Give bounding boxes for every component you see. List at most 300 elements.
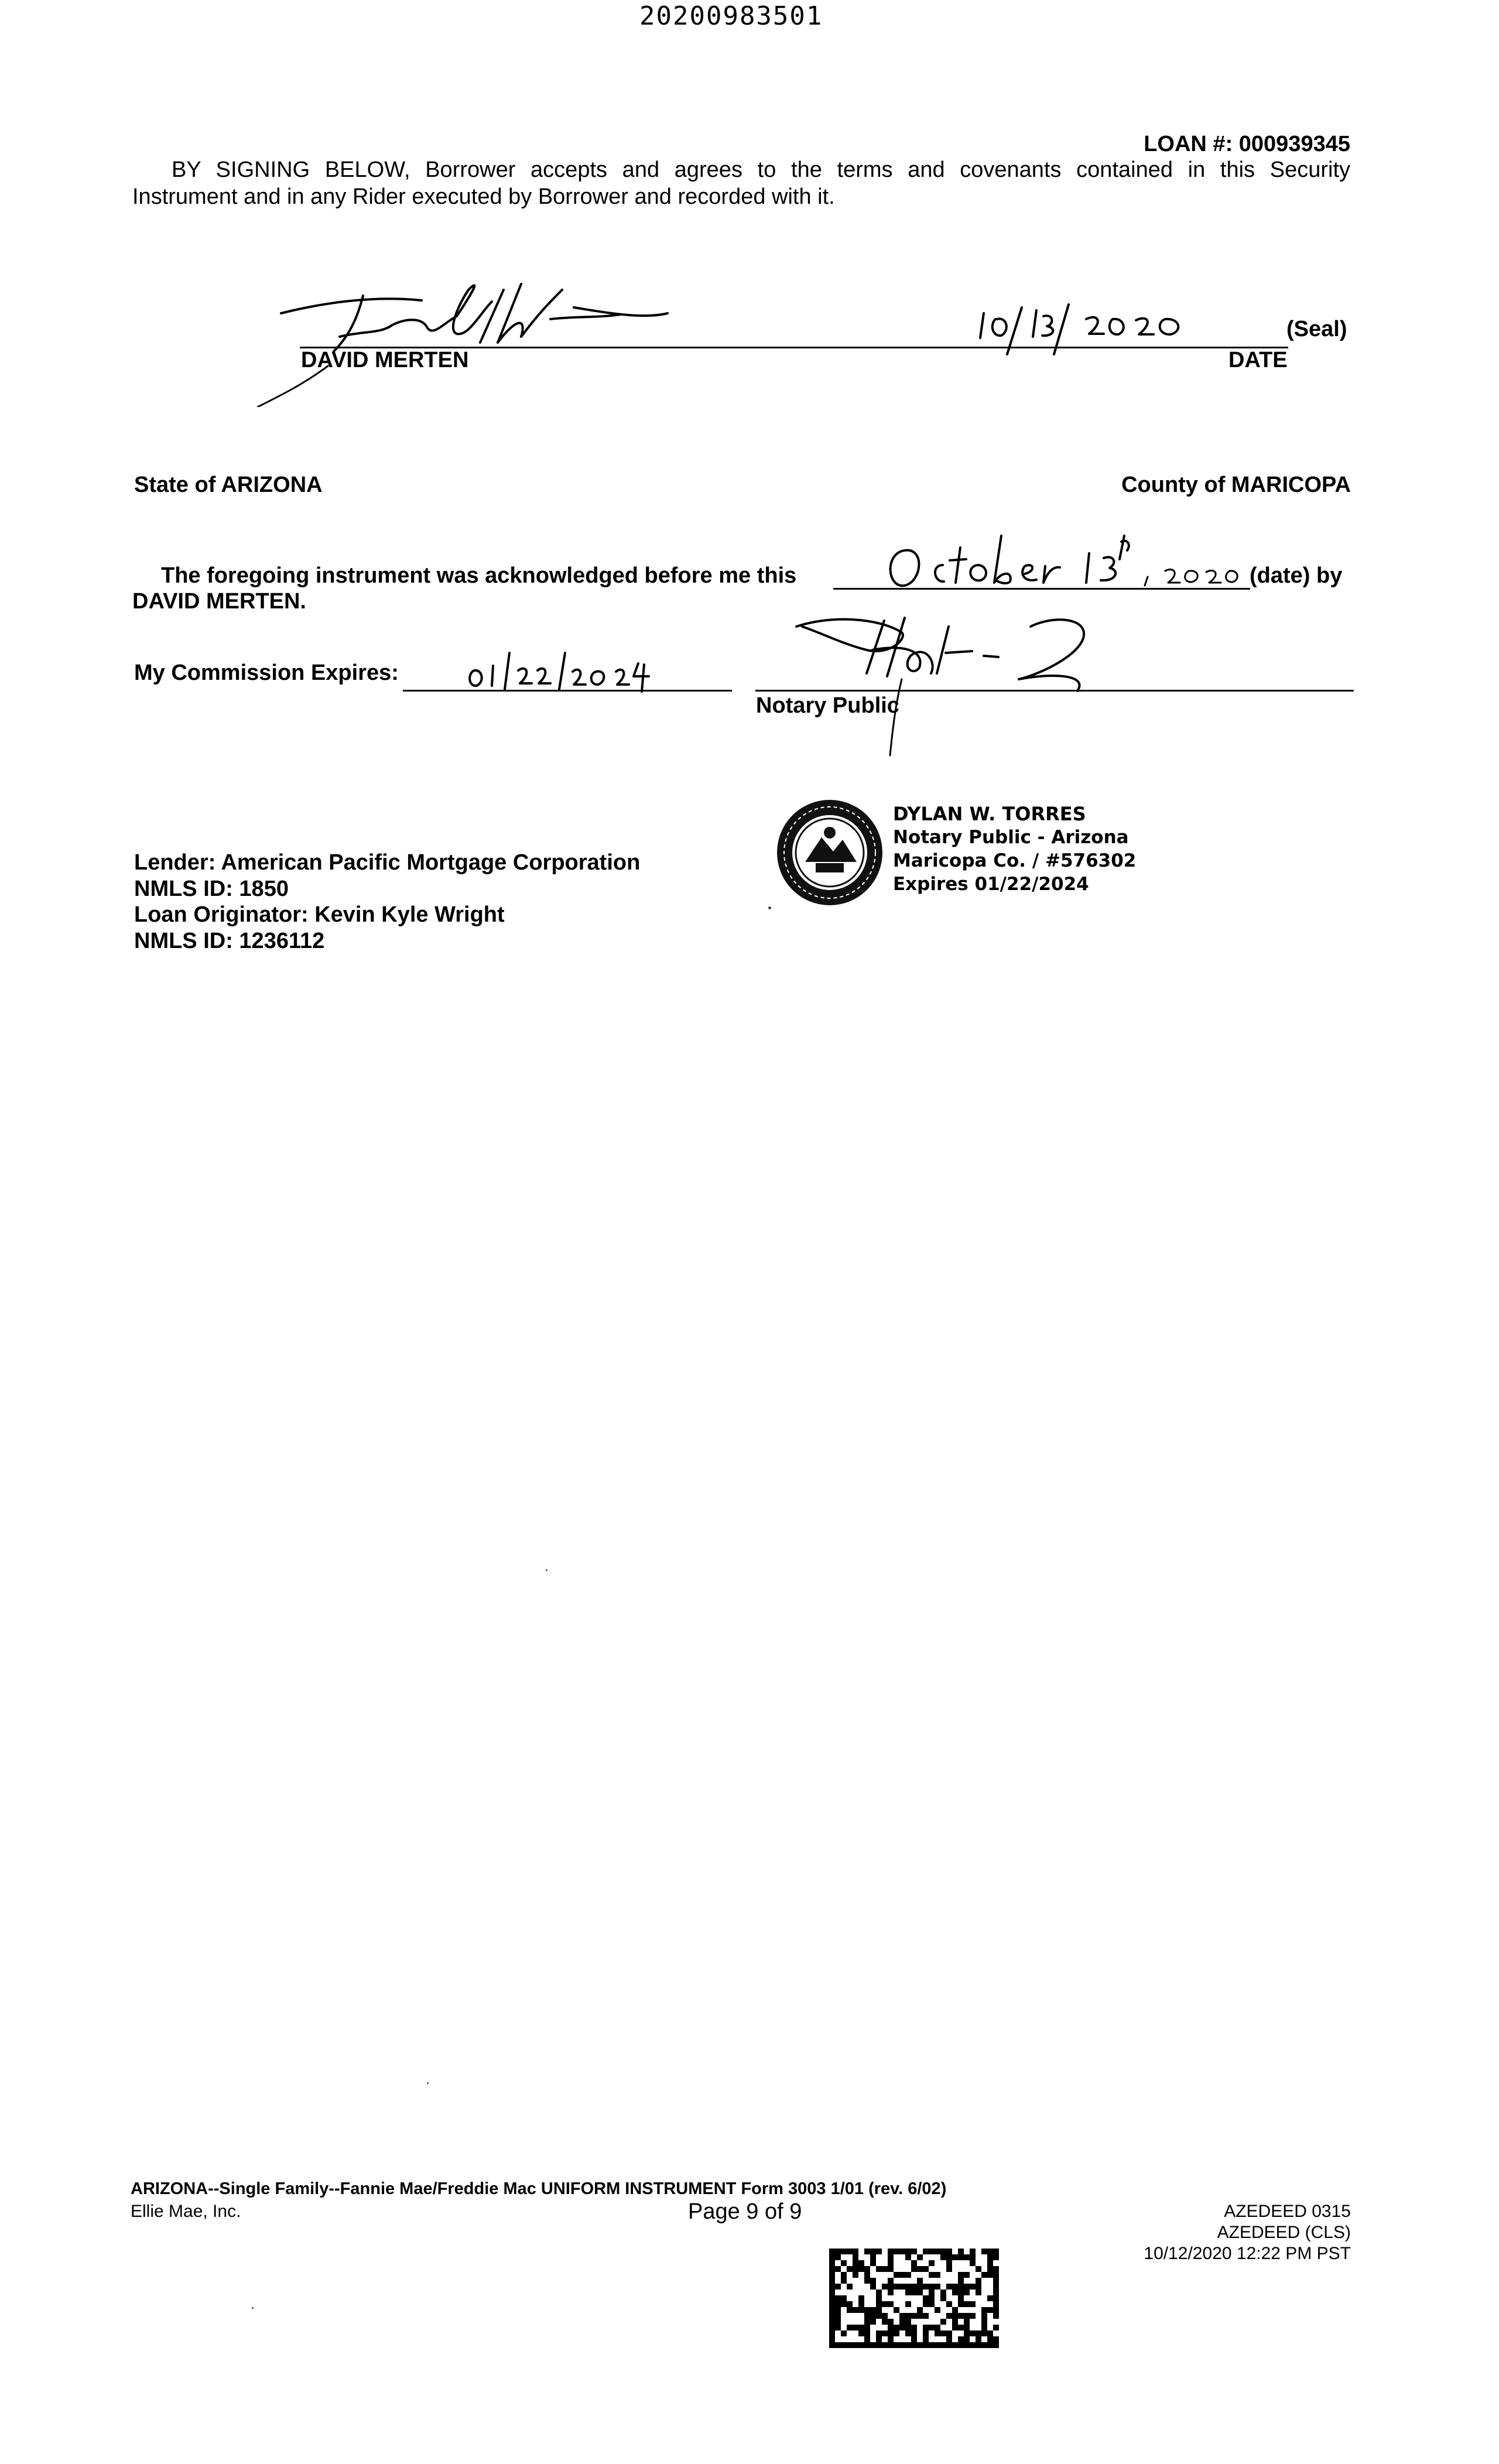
barcode-module (987, 2295, 993, 2301)
barcode-module (870, 2278, 876, 2284)
barcode-module (835, 2249, 841, 2254)
barcode-module (864, 2319, 870, 2325)
barcode-module (888, 2319, 894, 2325)
barcode-module (917, 2307, 923, 2313)
barcode-module (993, 2249, 999, 2254)
barcode-module (993, 2336, 999, 2342)
barcode-module (841, 2330, 847, 2336)
barcode-module (993, 2254, 999, 2260)
barcode-module (923, 2336, 929, 2342)
barcode-module (882, 2266, 888, 2272)
barcode-module (899, 2313, 905, 2319)
barcode-module (829, 2307, 835, 2313)
barcode-module (899, 2319, 905, 2325)
barcode-module (894, 2272, 899, 2278)
barcode-module (958, 2342, 964, 2348)
barcode-module (958, 2313, 964, 2319)
barcode-module (829, 2260, 835, 2266)
barcode-module (876, 2313, 882, 2319)
barcode-module (946, 2284, 952, 2290)
date-label: DATE (1228, 348, 1288, 372)
barcode-module (958, 2284, 964, 2290)
barcode-module (899, 2325, 905, 2330)
barcode-module (987, 2254, 993, 2260)
barcode-module (952, 2325, 958, 2330)
barcode-module (946, 2254, 952, 2260)
barcode-module (829, 2266, 835, 2272)
notary-stamp-expires: Expires 01/22/2024 (893, 874, 1089, 895)
barcode-module (981, 2313, 987, 2319)
county-label: County of MARICOPA (1121, 473, 1351, 497)
barcode-module (964, 2254, 970, 2260)
barcode-module (829, 2249, 835, 2254)
barcode-module (888, 2254, 894, 2260)
barcode-module (829, 2336, 835, 2342)
barcode-module (876, 2249, 882, 2254)
originator-nmls: NMLS ID: 1236112 (134, 929, 325, 953)
barcode-module (870, 2254, 876, 2260)
barcode-module (864, 2278, 870, 2284)
barcode-module (847, 2325, 853, 2330)
handwritten-acknowledgement-date (878, 524, 1241, 600)
lender-name: Lender: American Pacific Mortgage Corporation (134, 850, 641, 875)
barcode-module (876, 2301, 882, 2307)
barcode-module (853, 2272, 858, 2278)
barcode-module (894, 2330, 899, 2336)
barcode-module (940, 2295, 946, 2301)
barcode-module (847, 2301, 853, 2307)
barcode-module (987, 2266, 993, 2272)
barcode-module (993, 2284, 999, 2290)
barcode-module (905, 2284, 911, 2290)
barcode-module (899, 2342, 905, 2348)
commission-expires-label: My Commission Expires: (134, 661, 399, 685)
barcode-module (847, 2249, 853, 2254)
form-code-1: AZEDEED 0315 (1224, 2202, 1351, 2221)
barcode-module (911, 2284, 917, 2290)
barcode-module (870, 2319, 876, 2325)
barcode-module (864, 2313, 870, 2319)
barcode-module (835, 2301, 841, 2307)
barcode-module (987, 2272, 993, 2278)
barcode-module (829, 2330, 835, 2336)
barcode-module (864, 2272, 870, 2278)
barcode-module (935, 2342, 940, 2348)
barcode-module (911, 2313, 917, 2319)
barcode-module (876, 2336, 882, 2342)
barcode-module (987, 2307, 993, 2313)
barcode-module (929, 2342, 935, 2348)
barcode-module (935, 2284, 940, 2290)
barcode-module (882, 2319, 888, 2325)
notary-stamp-county: Maricopa Co. / #576302 (893, 850, 1137, 871)
barcode-module (993, 2272, 999, 2278)
barcode-module (888, 2266, 894, 2272)
barcode-module (987, 2249, 993, 2254)
barcode-module (946, 2260, 952, 2266)
barcode-module (940, 2342, 946, 2348)
barcode-module (888, 2290, 894, 2295)
barcode-module (905, 2254, 911, 2260)
barcode-module (981, 2272, 987, 2278)
barcode-module (940, 2319, 946, 2325)
barcode-module (899, 2272, 905, 2278)
barcode-module (858, 2295, 864, 2301)
barcode-module (876, 2295, 882, 2301)
barcode-module (958, 2254, 964, 2260)
barcode-module (958, 2272, 964, 2278)
barcode-module (958, 2295, 964, 2301)
barcode-module (847, 2342, 853, 2348)
barcode-module (905, 2249, 911, 2254)
barcode-module (829, 2272, 835, 2278)
barcode-module (911, 2249, 917, 2254)
barcode-module (835, 2266, 841, 2272)
barcode-module (905, 2290, 911, 2295)
barcode-module (993, 2307, 999, 2313)
barcode-module (935, 2249, 940, 2254)
barcode-module (929, 2295, 935, 2301)
barcode-module (882, 2301, 888, 2307)
scan-speck (546, 1569, 547, 1571)
barcode-module (841, 2272, 847, 2278)
barcode-module (970, 2260, 976, 2266)
barcode-module (964, 2330, 970, 2336)
barcode-module (870, 2249, 876, 2254)
barcode-module (870, 2284, 876, 2290)
barcode-module (835, 2284, 841, 2290)
barcode-module (858, 2342, 864, 2348)
barcode-module (952, 2313, 958, 2319)
barcode-module (976, 2336, 981, 2342)
handwritten-commission-date (463, 647, 656, 694)
barcode-module (905, 2313, 911, 2319)
barcode-module (923, 2325, 929, 2330)
barcode-module (946, 2342, 952, 2348)
barcode-module (911, 2266, 917, 2272)
notary-signature-line (755, 690, 1354, 692)
barcode-module (853, 2307, 858, 2313)
barcode-module (946, 2330, 952, 2336)
barcode-module (929, 2290, 935, 2295)
state-label: State of ARIZONA (134, 473, 323, 497)
barcode-module (858, 2307, 864, 2313)
barcode-module (835, 2342, 841, 2348)
barcode-module (935, 2272, 940, 2278)
barcode-module (987, 2260, 993, 2266)
barcode-module (935, 2330, 940, 2336)
barcode-module (976, 2278, 981, 2284)
barcode-module (981, 2342, 987, 2348)
barcode-module (970, 2301, 976, 2307)
barcode-module (894, 2342, 899, 2348)
barcode-module (858, 2330, 864, 2336)
barcode-module (958, 2249, 964, 2254)
barcode-module (970, 2342, 976, 2348)
barcode-module (899, 2284, 905, 2290)
barcode-module (847, 2284, 853, 2290)
barcode-module (946, 2249, 952, 2254)
borrower-name: DAVID MERTEN (301, 348, 469, 372)
barcode-module (970, 2249, 976, 2254)
barcode-module (993, 2342, 999, 2348)
print-timestamp: 10/12/2020 12:22 PM PST (1144, 2244, 1351, 2263)
barcode-module (876, 2330, 882, 2336)
barcode-module (981, 2249, 987, 2254)
barcode-module (829, 2290, 835, 2295)
barcode-module (882, 2330, 888, 2336)
barcode-module (981, 2319, 987, 2325)
barcode-module (829, 2325, 835, 2330)
barcode-module (981, 2307, 987, 2313)
barcode-module (976, 2290, 981, 2295)
barcode-module (952, 2290, 958, 2295)
barcode-module (964, 2319, 970, 2325)
barcode-module (888, 2278, 894, 2284)
barcode-module (970, 2254, 976, 2260)
barcode-module (864, 2307, 870, 2313)
publisher: Ellie Mae, Inc. (131, 2202, 241, 2221)
barcode-module (835, 2295, 841, 2301)
barcode-module (853, 2254, 858, 2260)
barcode-module (964, 2301, 970, 2307)
notary-stamp-text (893, 802, 1136, 896)
barcode-module (923, 2342, 929, 2348)
barcode-module (964, 2272, 970, 2278)
barcode-module (987, 2336, 993, 2342)
barcode-module (946, 2266, 952, 2272)
barcode-module (952, 2254, 958, 2260)
barcode-module (899, 2249, 905, 2254)
barcode-module (923, 2313, 929, 2319)
acknowledgement-suffix: (date) by (1250, 563, 1343, 588)
barcode-module (923, 2301, 929, 2307)
barcode-module (981, 2330, 987, 2336)
loan-number-line (1144, 132, 1350, 157)
barcode-module (917, 2254, 923, 2260)
datamatrix-barcode (829, 2249, 999, 2348)
lender-nmls: NMLS ID: 1850 (134, 877, 289, 901)
barcode-module (929, 2284, 935, 2290)
barcode-module (894, 2307, 899, 2313)
barcode-module (864, 2330, 870, 2336)
barcode-module (964, 2336, 970, 2342)
barcode-module (993, 2266, 999, 2272)
barcode-module (917, 2278, 923, 2284)
barcode-module (970, 2330, 976, 2336)
barcode-module (835, 2325, 841, 2330)
barcode-module (841, 2249, 847, 2254)
barcode-module (958, 2290, 964, 2295)
loan-label: LOAN #: (1144, 132, 1233, 156)
notary-stamp-name: DYLAN W. TORRES (893, 803, 1086, 825)
barcode-module (970, 2313, 976, 2319)
page-number: Page 9 of 9 (688, 2199, 802, 2224)
intro-line-2: Instrument and in any Rider executed by Borrower and recorded with it. (132, 184, 835, 209)
barcode-module (829, 2254, 835, 2260)
barcode-module (929, 2301, 935, 2307)
barcode-module (888, 2330, 894, 2336)
barcode-module (952, 2342, 958, 2348)
barcode-module (976, 2284, 981, 2290)
barcode-module (993, 2278, 999, 2284)
barcode-module (870, 2307, 876, 2313)
form-title: ARIZONA--Single Family--Fannie Mae/Freddie Mac UNIFORM INSTRUMENT Form 3003 1/01 (rev. 6/02) (131, 2179, 947, 2198)
barcode-module (876, 2266, 882, 2272)
barcode-module (829, 2301, 835, 2307)
barcode-module (976, 2266, 981, 2272)
barcode-module (841, 2278, 847, 2284)
scan-speck (427, 2082, 429, 2084)
barcode-module (917, 2284, 923, 2290)
barcode-module (858, 2325, 864, 2330)
barcode-module (917, 2266, 923, 2272)
barcode-module (911, 2342, 917, 2348)
barcode-module (829, 2319, 835, 2325)
barcode-module (911, 2330, 917, 2336)
barcode-module (964, 2313, 970, 2319)
barcode-module (841, 2295, 847, 2301)
barcode-module (905, 2342, 911, 2348)
barcode-module (876, 2290, 882, 2295)
barcode-module (853, 2260, 858, 2266)
barcode-module (911, 2290, 917, 2295)
barcode-module (923, 2295, 929, 2301)
barcode-module (964, 2284, 970, 2290)
barcode-module (905, 2272, 911, 2278)
barcode-module (958, 2301, 964, 2307)
barcode-module (911, 2260, 917, 2266)
barcode-module (882, 2284, 888, 2290)
barcode-module (829, 2284, 835, 2290)
barcode-module (829, 2342, 835, 2348)
barcode-module (870, 2313, 876, 2319)
barcode-module (847, 2266, 853, 2272)
barcode-module (829, 2313, 835, 2319)
barcode-module (888, 2260, 894, 2266)
intro-line-1: BY SIGNING BELOW, Borrower accepts and agrees to the terms and covenants contained in this Security (172, 158, 1350, 182)
barcode-module (981, 2325, 987, 2330)
barcode-module (870, 2342, 876, 2348)
barcode-module (976, 2342, 981, 2348)
barcode-module (853, 2342, 858, 2348)
barcode-module (993, 2295, 999, 2301)
barcode-module (923, 2284, 929, 2290)
barcode-module (882, 2313, 888, 2319)
barcode-module (952, 2307, 958, 2313)
barcode-module (952, 2319, 958, 2325)
barcode-module (876, 2307, 882, 2313)
loan-originator: Loan Originator: Kevin Kyle Wright (134, 902, 505, 927)
barcode-module (853, 2266, 858, 2272)
barcode-module (905, 2301, 911, 2307)
barcode-module (952, 2284, 958, 2290)
barcode-module (882, 2342, 888, 2348)
barcode-module (876, 2342, 882, 2348)
barcode-module (946, 2336, 952, 2342)
barcode-module (917, 2290, 923, 2295)
loan-number: 000939345 (1238, 132, 1350, 156)
barcode-module (993, 2313, 999, 2319)
barcode-module (894, 2249, 899, 2254)
barcode-module (911, 2325, 917, 2330)
notary-stamp-title: Notary Public - Arizona (893, 827, 1129, 848)
borrower-signature (246, 266, 744, 407)
arizona-state-seal-icon (775, 798, 885, 908)
barcode-module (888, 2284, 894, 2290)
barcode-module (935, 2325, 940, 2330)
barcode-module (858, 2266, 864, 2272)
barcode-module (905, 2325, 911, 2330)
barcode-module (888, 2301, 894, 2307)
barcode-module (829, 2295, 835, 2301)
barcode-module (929, 2272, 935, 2278)
scan-speck (768, 906, 771, 909)
barcode-module (958, 2336, 964, 2342)
barcode-module (853, 2325, 858, 2330)
document-number: 20200983501 (639, 1, 823, 31)
barcode-module (923, 2330, 929, 2336)
barcode-module (993, 2325, 999, 2330)
barcode-module (929, 2249, 935, 2254)
acknowledgement-prefix: The foregoing instrument was acknowledged before me this (161, 563, 797, 588)
barcode-module (864, 2249, 870, 2254)
barcode-module (993, 2290, 999, 2295)
barcode-module (946, 2301, 952, 2307)
barcode-module (870, 2260, 876, 2266)
handwritten-signing-date (972, 290, 1218, 360)
barcode-module (858, 2260, 864, 2266)
barcode-module (923, 2266, 929, 2272)
barcode-module (964, 2342, 970, 2348)
barcode-module (940, 2330, 946, 2336)
barcode-module (940, 2290, 946, 2295)
barcode-module (835, 2254, 841, 2260)
barcode-module (864, 2266, 870, 2272)
barcode-module (946, 2313, 952, 2319)
acknowledgement-party: DAVID MERTEN. (132, 589, 306, 614)
barcode-module (905, 2319, 911, 2325)
barcode-module (835, 2313, 841, 2319)
barcode-module (958, 2278, 964, 2284)
barcode-module (853, 2249, 858, 2254)
barcode-module (958, 2325, 964, 2330)
barcode-module (993, 2301, 999, 2307)
barcode-module (929, 2325, 935, 2330)
barcode-module (888, 2342, 894, 2348)
form-code-2: AZEDEED (CLS) (1217, 2223, 1351, 2242)
barcode-module (888, 2325, 894, 2330)
barcode-module (894, 2284, 899, 2290)
barcode-module (864, 2325, 870, 2330)
barcode-module (864, 2342, 870, 2348)
barcode-module (964, 2290, 970, 2295)
barcode-module (987, 2342, 993, 2348)
barcode-module (911, 2336, 917, 2342)
barcode-module (841, 2260, 847, 2266)
barcode-module (847, 2307, 853, 2313)
barcode-module (970, 2284, 976, 2290)
notary-signature (785, 609, 1113, 761)
barcode-module (841, 2301, 847, 2307)
barcode-module (987, 2330, 993, 2336)
barcode-module (841, 2342, 847, 2348)
barcode-module (835, 2319, 841, 2325)
seal-label: (Seal) (1286, 317, 1347, 341)
barcode-module (835, 2307, 841, 2313)
barcode-module (917, 2313, 923, 2319)
barcode-module (940, 2254, 946, 2260)
